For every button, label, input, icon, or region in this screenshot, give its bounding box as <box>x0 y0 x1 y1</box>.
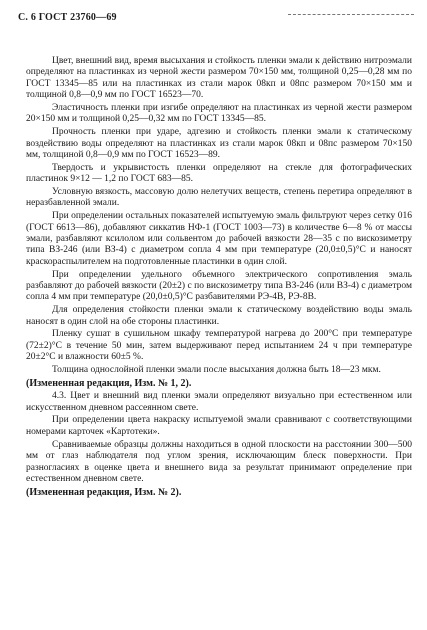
paragraph: При определении удельного объемного электрического сопротивления эмаль разбавляют до рабочей вязкости (20±2) с по вискозиметру типа ВЗ-246 (или ВЗ-4) с диаметром сопла 4 мм при температуре (20,0±0,5)°С разбавителями РЭ-4В, РЭ-8В. <box>26 269 412 303</box>
paragraph: Условную вязкость, массовую долю нелетучих веществ, степень перетира определяют в неразбавленной эмали. <box>26 187 412 209</box>
paragraph: При определении остальных показателей испытуемую эмаль фильтруют через сетку 016 (ГОСТ 6613—86), добавляют сиккатив НФ-1 (ГОСТ 1003—73) в количестве 6—8 % от массы эмали, разбавляют ксилолом или сольвентом до рабочей вязкости 28—35 с по вискозиметру типа ВЗ-246 (или ВЗ-4) с диаметром сопла 4 мм при температуре (20,0±0,5)°С и наносят краскораспылителем на подготовленные пластинки в один слой. <box>26 211 412 267</box>
page-header: С. 6 ГОСТ 23760—69 <box>18 12 117 23</box>
header-rule <box>288 14 414 15</box>
paragraph: Пленку сушат в сушильном шкафу температурой нагрева до 200°С при температуре (72±2)°С в течение 50 мин, затем выдерживают перед испытанием 24 ч при температуре 20±2°С и влажности 60±5 %. <box>26 329 412 363</box>
paragraph: Прочность пленки при ударе, адгезию и стойкость пленки эмали к статическому воздействию воды определяют на пластинках из стали марок 08кп и 08пс размером 70×150 мм, толщиной 0,8—0,9 мм по ГОСТ 16523—89. <box>26 127 412 161</box>
paragraph: Толщина однослойной пленки эмали после высыхания должна быть 18—23 мкм. <box>52 365 381 376</box>
paragraph: При определении цвета накраску испытуемой эмали сравнивают с соответствующими номерами карточек «Картотеки». <box>26 415 412 437</box>
paragraph: 4.3. Цвет и внешний вид пленки эмали определяют визуально при естественном или искусственном дневном рассеянном свете. <box>26 391 412 413</box>
edit-note: (Измененная редакция, Изм. № 2). <box>26 486 182 498</box>
edit-note: (Измененная редакция, Изм. № 1, 2). <box>26 377 192 389</box>
document-body <box>26 56 412 500</box>
paragraph: Сравниваемые образцы должны находиться в одной плоскости на расстоянии 300—500 мм от глаз наблюдателя под углом зрения, исключающим блеск поверхности. При разногласиях в оценке цвета и внешнего вида за результат принимают определение при естественном дневном свете. <box>26 439 412 484</box>
paragraph: Эластичность пленки при изгибе определяют на пластинках из черной жести размером 20×150 мм и толщиной 0,25—0,32 мм по ГОСТ 13345—85. <box>26 103 412 125</box>
paragraph: Цвет, внешний вид, время высыхания и стойкость пленки эмали к действию нитроэмали определяют на пластинках из черной жести размером 70×150 мм, толщиной 0,25—0,28 мм по ГОСТ 13345—85 или на пластинках из стали марок 08кп и 08пс размером 70×150 мм и толщиной 0,8—0,9 мм по ГОСТ 16523—70. <box>26 56 412 101</box>
paragraph: Для определения стойкости пленки эмали к статическому воздействию воды эмаль наносят в один слой на обе стороны пластинки. <box>26 305 412 327</box>
paragraph: Твердость и укрывистость пленки определяют на стекле для фотографических пластинок 9×12 — 1,2 по ГОСТ 683—85. <box>26 162 412 185</box>
